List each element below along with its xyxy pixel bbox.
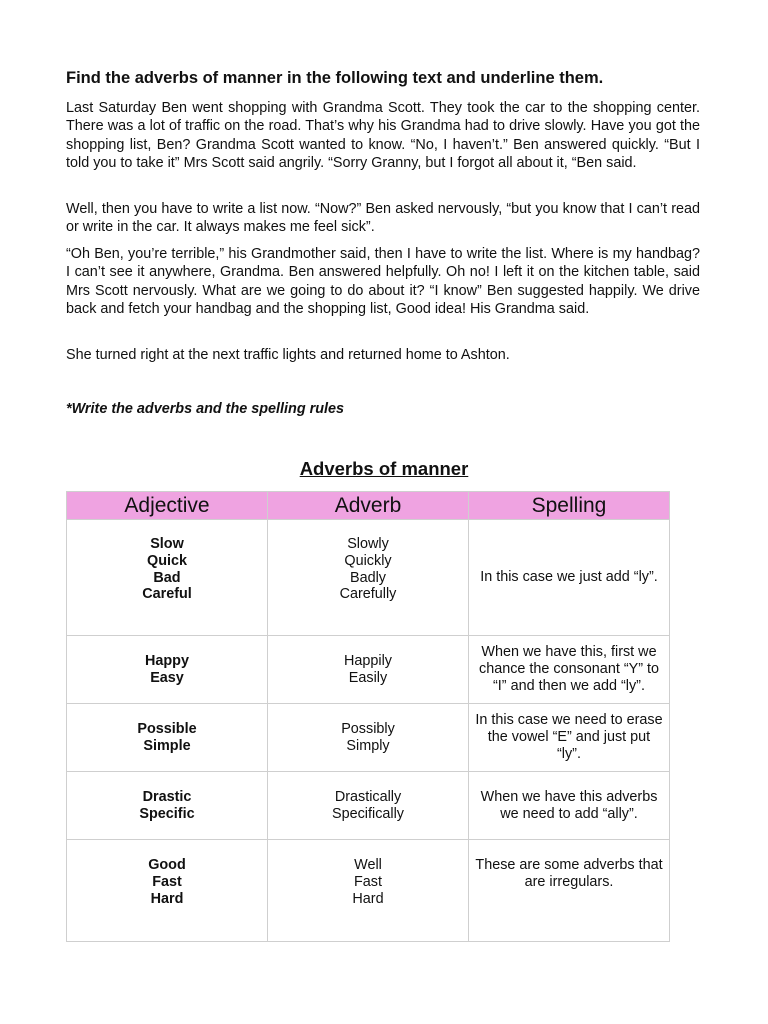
instruction-text: *Write the adverbs and the spelling rules [66, 401, 345, 417]
adverb-word: Possibly [341, 720, 395, 737]
table-row [67, 520, 670, 636]
adjective-word: Fast [152, 873, 182, 890]
adverb-word: Specifically [332, 805, 404, 822]
adverb-word: Fast [354, 873, 382, 890]
story-paragraph-3: “Oh Ben, you’re terrible,” his Grandmother said, then I have to write the list. Where is my handbag? I can’t see it anywhere, Grandma. Ben answered helpfully. Oh no! I left it on the kitchen table, said Mrs Scott nervously. What are we going to do about it? “I know” Ben suggested happily. We drive back and fetch your handbag and the shopping list, Good idea! His Grandma said. [66, 246, 700, 317]
adjective-word: Quick [147, 552, 187, 569]
story-paragraph-4: She turned right at the next traffic lights and returned home to Ashton. [66, 347, 510, 363]
story-paragraph-1: Last Saturday Ben went shopping with Grandma Scott. They took the car to the shopping center. There was a lot of traffic on the road. That’s why his Grandma had to drive slowly. Have you got the shopping list, Ben? Grandma Scott wanted to know. “No, I haven’t.” Ben answered quickly. “But I told you to take it” Mrs Scott said angrily. “Sorry Granny, but I forgot all about it, “Ben said. [66, 100, 700, 171]
table-title: Adverbs of manner [299, 458, 469, 479]
spelling-cell: When we have this adverbs we need to add “ally”. [469, 772, 670, 840]
header-spelling: Spelling [469, 492, 670, 520]
adjective-word: Hard [150, 890, 184, 907]
spelling-cell: In this case we need to erase the vowel “E” and just put “ly”. [469, 704, 670, 772]
adjective-word: Careful [142, 586, 192, 603]
adverb-cell [268, 704, 469, 772]
adjective-word: Bad [153, 569, 181, 586]
table-row [67, 772, 670, 840]
adjective-word: Possible [137, 720, 197, 737]
header-adverb: Adverb [268, 492, 469, 520]
adverb-word: Easily [348, 669, 388, 686]
spelling-cell: In this case we just add “ly”. [469, 520, 670, 636]
worksheet-heading: Find the adverbs of manner in the following text and underline them. [66, 69, 604, 87]
adverb-word: Hard [352, 890, 384, 907]
adverb-word: Slowly [347, 536, 389, 552]
adverb-cell [268, 636, 469, 704]
adjective-word: Drastic [142, 788, 192, 805]
header-adjective: Adjective [67, 492, 268, 520]
adverb-word: Well [354, 857, 382, 873]
adjective-cell [67, 840, 268, 942]
adjective-word: Specific [139, 805, 195, 822]
adverb-word: Quickly [344, 552, 392, 569]
adjective-cell [67, 636, 268, 704]
adjective-word: Good [148, 857, 186, 873]
adjective-cell [67, 772, 268, 840]
adjective-cell [67, 704, 268, 772]
adjective-word: Simple [143, 737, 191, 754]
adverb-word: Badly [350, 569, 386, 586]
adverb-cell [268, 520, 469, 636]
adjective-word: Happy [145, 652, 189, 669]
table-header-row [67, 492, 670, 520]
adverb-word: Carefully [339, 586, 397, 603]
adverb-cell [268, 772, 469, 840]
spelling-cell: When we have this, first we chance the consonant “Y” to “I” and then we add “ly”. [469, 636, 670, 704]
table-row [67, 704, 670, 772]
table-row [67, 636, 670, 704]
adverbs-table [66, 491, 670, 942]
adverb-word: Drastically [334, 788, 402, 805]
adverb-cell [268, 840, 469, 942]
adjective-cell [67, 520, 268, 636]
adjective-word: Easy [150, 669, 184, 686]
adverb-word: Happily [344, 652, 392, 669]
table-row [67, 840, 670, 942]
adjective-word: Slow [150, 536, 184, 552]
story-paragraph-2: Well, then you have to write a list now. “Now?” Ben asked nervously, “but you know that I can’t read or write in the car. It always makes me feel sick”. [66, 201, 700, 236]
spelling-cell: These are some adverbs that are irregulars. [469, 840, 670, 942]
adverb-word: Simply [346, 737, 390, 754]
